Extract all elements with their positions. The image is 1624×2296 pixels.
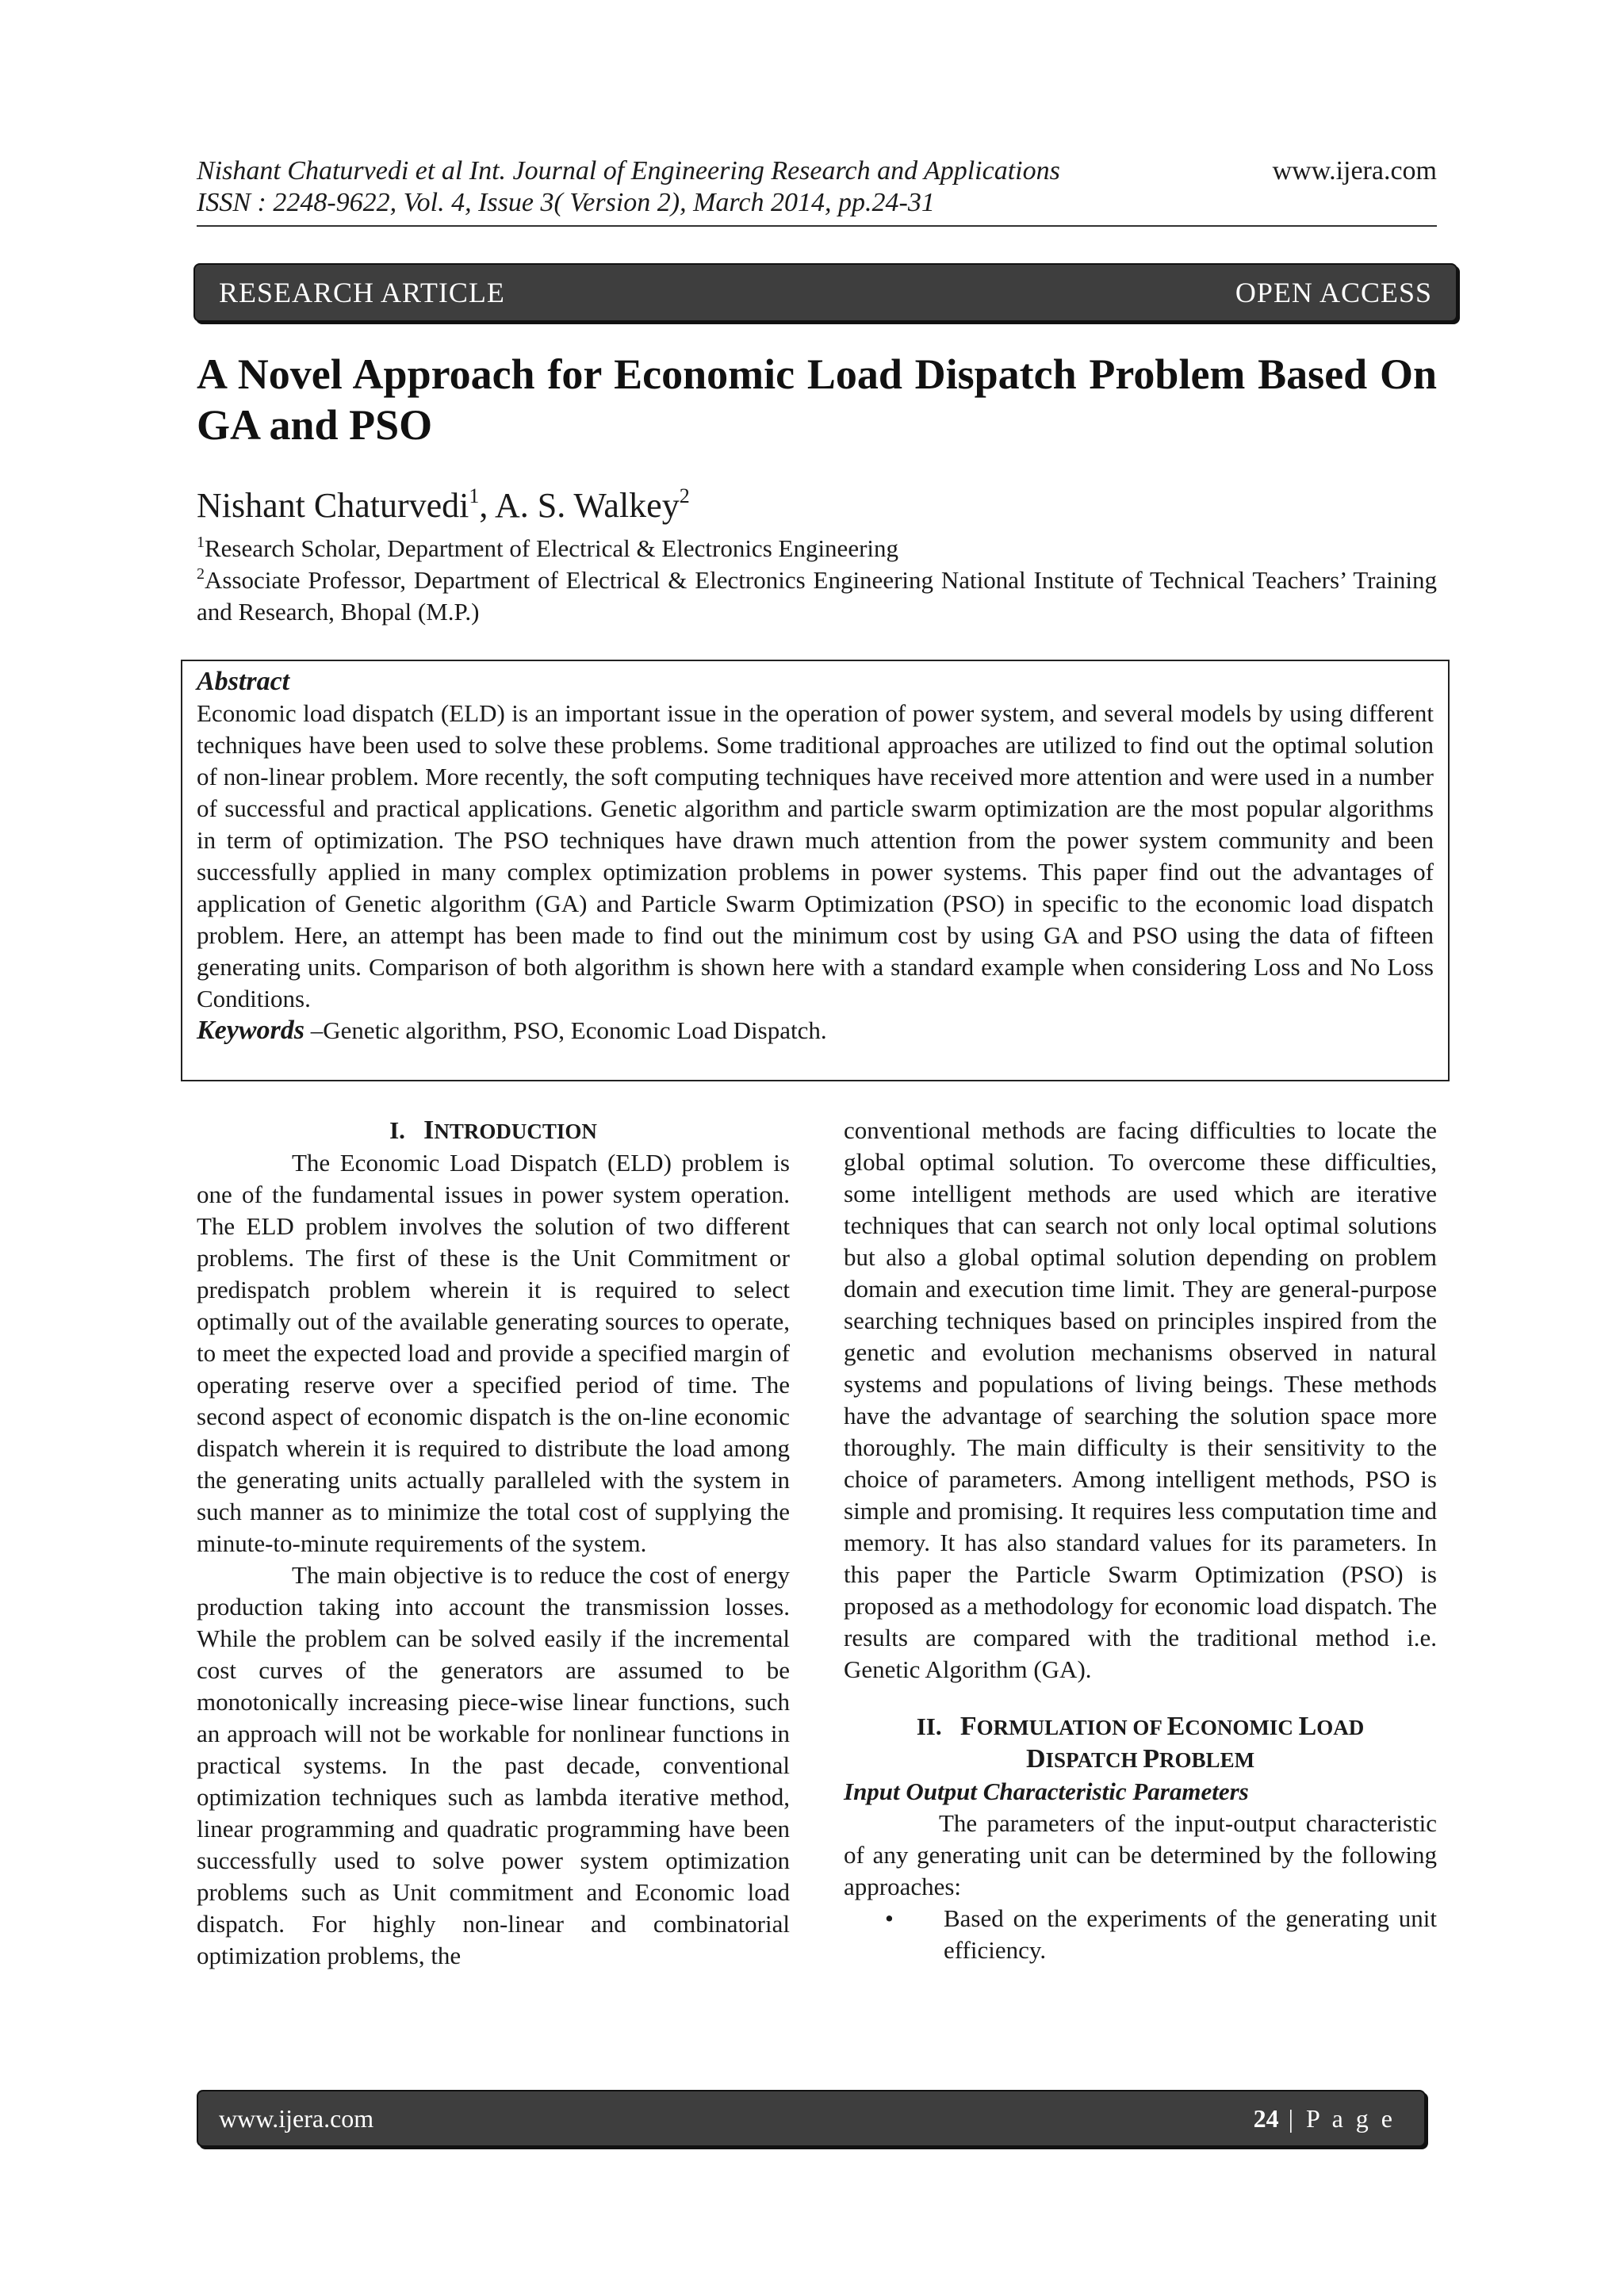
page-number: 24 [1253,2104,1279,2133]
keywords-line [197,1015,1434,1047]
section-number: II. [916,1712,942,1740]
affiliation-text: Associate Professor, Department of Electrical & Electronics Engineering National Institute of Technical Teachers’ Training and Research, Bhopal (M.P.) [197,566,1437,626]
affiliation-mark: 1 [197,534,205,551]
author-affil-mark: 2 [679,484,690,507]
subsection-heading: Input Output Characteristic Parameters [844,1777,1249,1805]
heading-initial: P [1143,1744,1160,1774]
intro-paragraph-2: The main objective is to reduce the cost of energy production taking into account the transmission losses. While the problem can be solved easily if the incremental cost curves of the generators are assumed to be monotonically increasing piece-wise linear functions, such an approach will not be workable for nonlinear functions in practical systems. In the past decade, conventional optimization techniques such as lambda iterative method, linear programming and quadratic programming have been successfully used to solve power system optimization problems such as Unit commitment and Economic load dispatch. For highly non-linear and combinatorial optimization problems, the [197,1561,790,1969]
section-title-rest: NTRODUCTION [434,1119,597,1143]
section-number: I. [389,1116,405,1144]
heading-initial: L [1298,1712,1317,1741]
heading-rest: ORMULATION OF [976,1716,1167,1739]
author-separator: , [479,486,495,525]
heading-rest: ISPATCH [1045,1748,1143,1772]
heading-initial: D [1025,1744,1046,1774]
page-label: | P a g e [1278,2104,1396,2133]
left-column [197,1115,790,1972]
heading-rest: ROBLEM [1159,1748,1255,1772]
section-title-initial: I [423,1115,435,1145]
section-1-heading [197,1115,790,1147]
footer-site-link[interactable]: www.ijera.com [219,2104,374,2133]
section-spacer [844,1686,1437,1711]
heading-initial: F [959,1712,977,1741]
abstract-box [181,660,1450,1081]
open-access-label: OPEN ACCESS [1235,277,1432,308]
subsection-paragraph: The parameters of the input-output characteristic of any generating unit can be determined by the following approaches: [844,1809,1437,1900]
affiliation-2 [197,564,1437,628]
heading-rest: OAD [1316,1716,1365,1739]
heading-rest: CONOMIC [1185,1716,1299,1739]
affiliation-text: Research Scholar, Department of Electrical & Electronics Engineering [205,534,899,562]
issn-line: ISSN : 2248-9622, Vol. 4, Issue 3( Version 2), March 2014, pp.24-31 [197,188,935,217]
affiliation-1 [197,533,1437,564]
author-name: Nishant Chaturvedi [197,486,469,525]
page-indicator [1254,2091,1396,2145]
intro-paragraph-1: The Economic Load Dispatch (ELD) problem is one of the fundamental issues in power system operation. The ELD problem involves the solution of two different problems. The first of these is the Unit Commitment or predispatch problem wherein it is required to select optimally out of the available generating sources to operate, to meet the expected load and provide a specified margin of operating reserve over a specified period of time. The second aspect of economic dispatch is the on-line economic dispatch wherein it is required to distribute the load among the generating units actually paralleled with the system in such manner as to minimize the total cost of supplying the minute-to-minute requirements of the system. [197,1149,790,1557]
author-name: A. S. Walkey [494,486,680,525]
article-type-banner [193,263,1457,322]
header-rule [197,225,1437,227]
header-site-link[interactable]: www.ijera.com [1272,156,1437,186]
abstract-body: Economic load dispatch (ELD) is an important issue in the operation of power system, and several models by using different techniques have been used to solve these problems. Some traditional approaches are utilized to find out the optimal solution of non-linear problem. More recently, the soft computing techniques have received more attention and were used in a number of successful and practical applications. Genetic algorithm and particle swarm optimization are the most popular algorithms in term of optimization. The PSO techniques have drawn much attention from the power system community and been successfully applied in many complex optimization problems in power systems. This paper find out the advantages of application of Genetic algorithm (GA) and Particle Swarm Optimization (PSO) in specific to the economic load dispatch problem. Here, an attempt has been made to find out the minimum cost by using GA and PSO using the data of fifteen generating units. Comparison of both algorithm is shown here with a standard example when considering Loss and No Loss Conditions. [197,699,1434,1012]
affiliation-mark: 2 [197,565,205,583]
journal-citation: Nishant Chaturvedi et al Int. Journal of Engineering Research and Applications [197,156,1060,186]
author-list [197,485,690,526]
page-footer [197,2090,1426,2147]
bullet-icon: • [885,1904,894,1932]
abstract-heading: Abstract [197,667,290,696]
heading-initial: E [1166,1712,1185,1741]
bullet-text: Based on the experiments of the generating unit efficiency. [944,1904,1437,1964]
bullet-item [844,1903,1437,1966]
col2-paragraph: conventional methods are facing difficulties to locate the global optimal solution. To overcome these difficulties, some intelligent methods are used which are iterative techniques that can search not only local optimal solutions but also a global optimal solution depending on problem domain and execution time limit. They are general-purpose searching techniques based on principles inspired from the genetic and evolution mechanisms observed in natural systems and populations of living beings. These methods have the advantage of searching the solution space more thoroughly. The main difficulty is their sensitivity to the choice of parameters. Among intelligent methods, PSO is simple and promising. It requires less computation time and memory. It has also standard values for its parameters. In this paper the Particle Swarm Optimization (PSO) is proposed as a methodology for economic load dispatch. The results are compared with the traditional method i.e. Genetic Algorithm (GA). [844,1116,1437,1683]
section-2-heading [844,1711,1437,1776]
keywords-text: –Genetic algorithm, PSO, Economic Load Dispatch. [304,1016,827,1044]
paper-title: A Novel Approach for Economic Load Dispatch Problem Based On GA and PSO [197,350,1437,449]
right-column [844,1115,1437,1966]
keywords-label: Keywords [197,1016,304,1045]
research-article-label: RESEARCH ARTICLE [219,277,505,308]
author-affil-mark: 1 [469,484,480,507]
